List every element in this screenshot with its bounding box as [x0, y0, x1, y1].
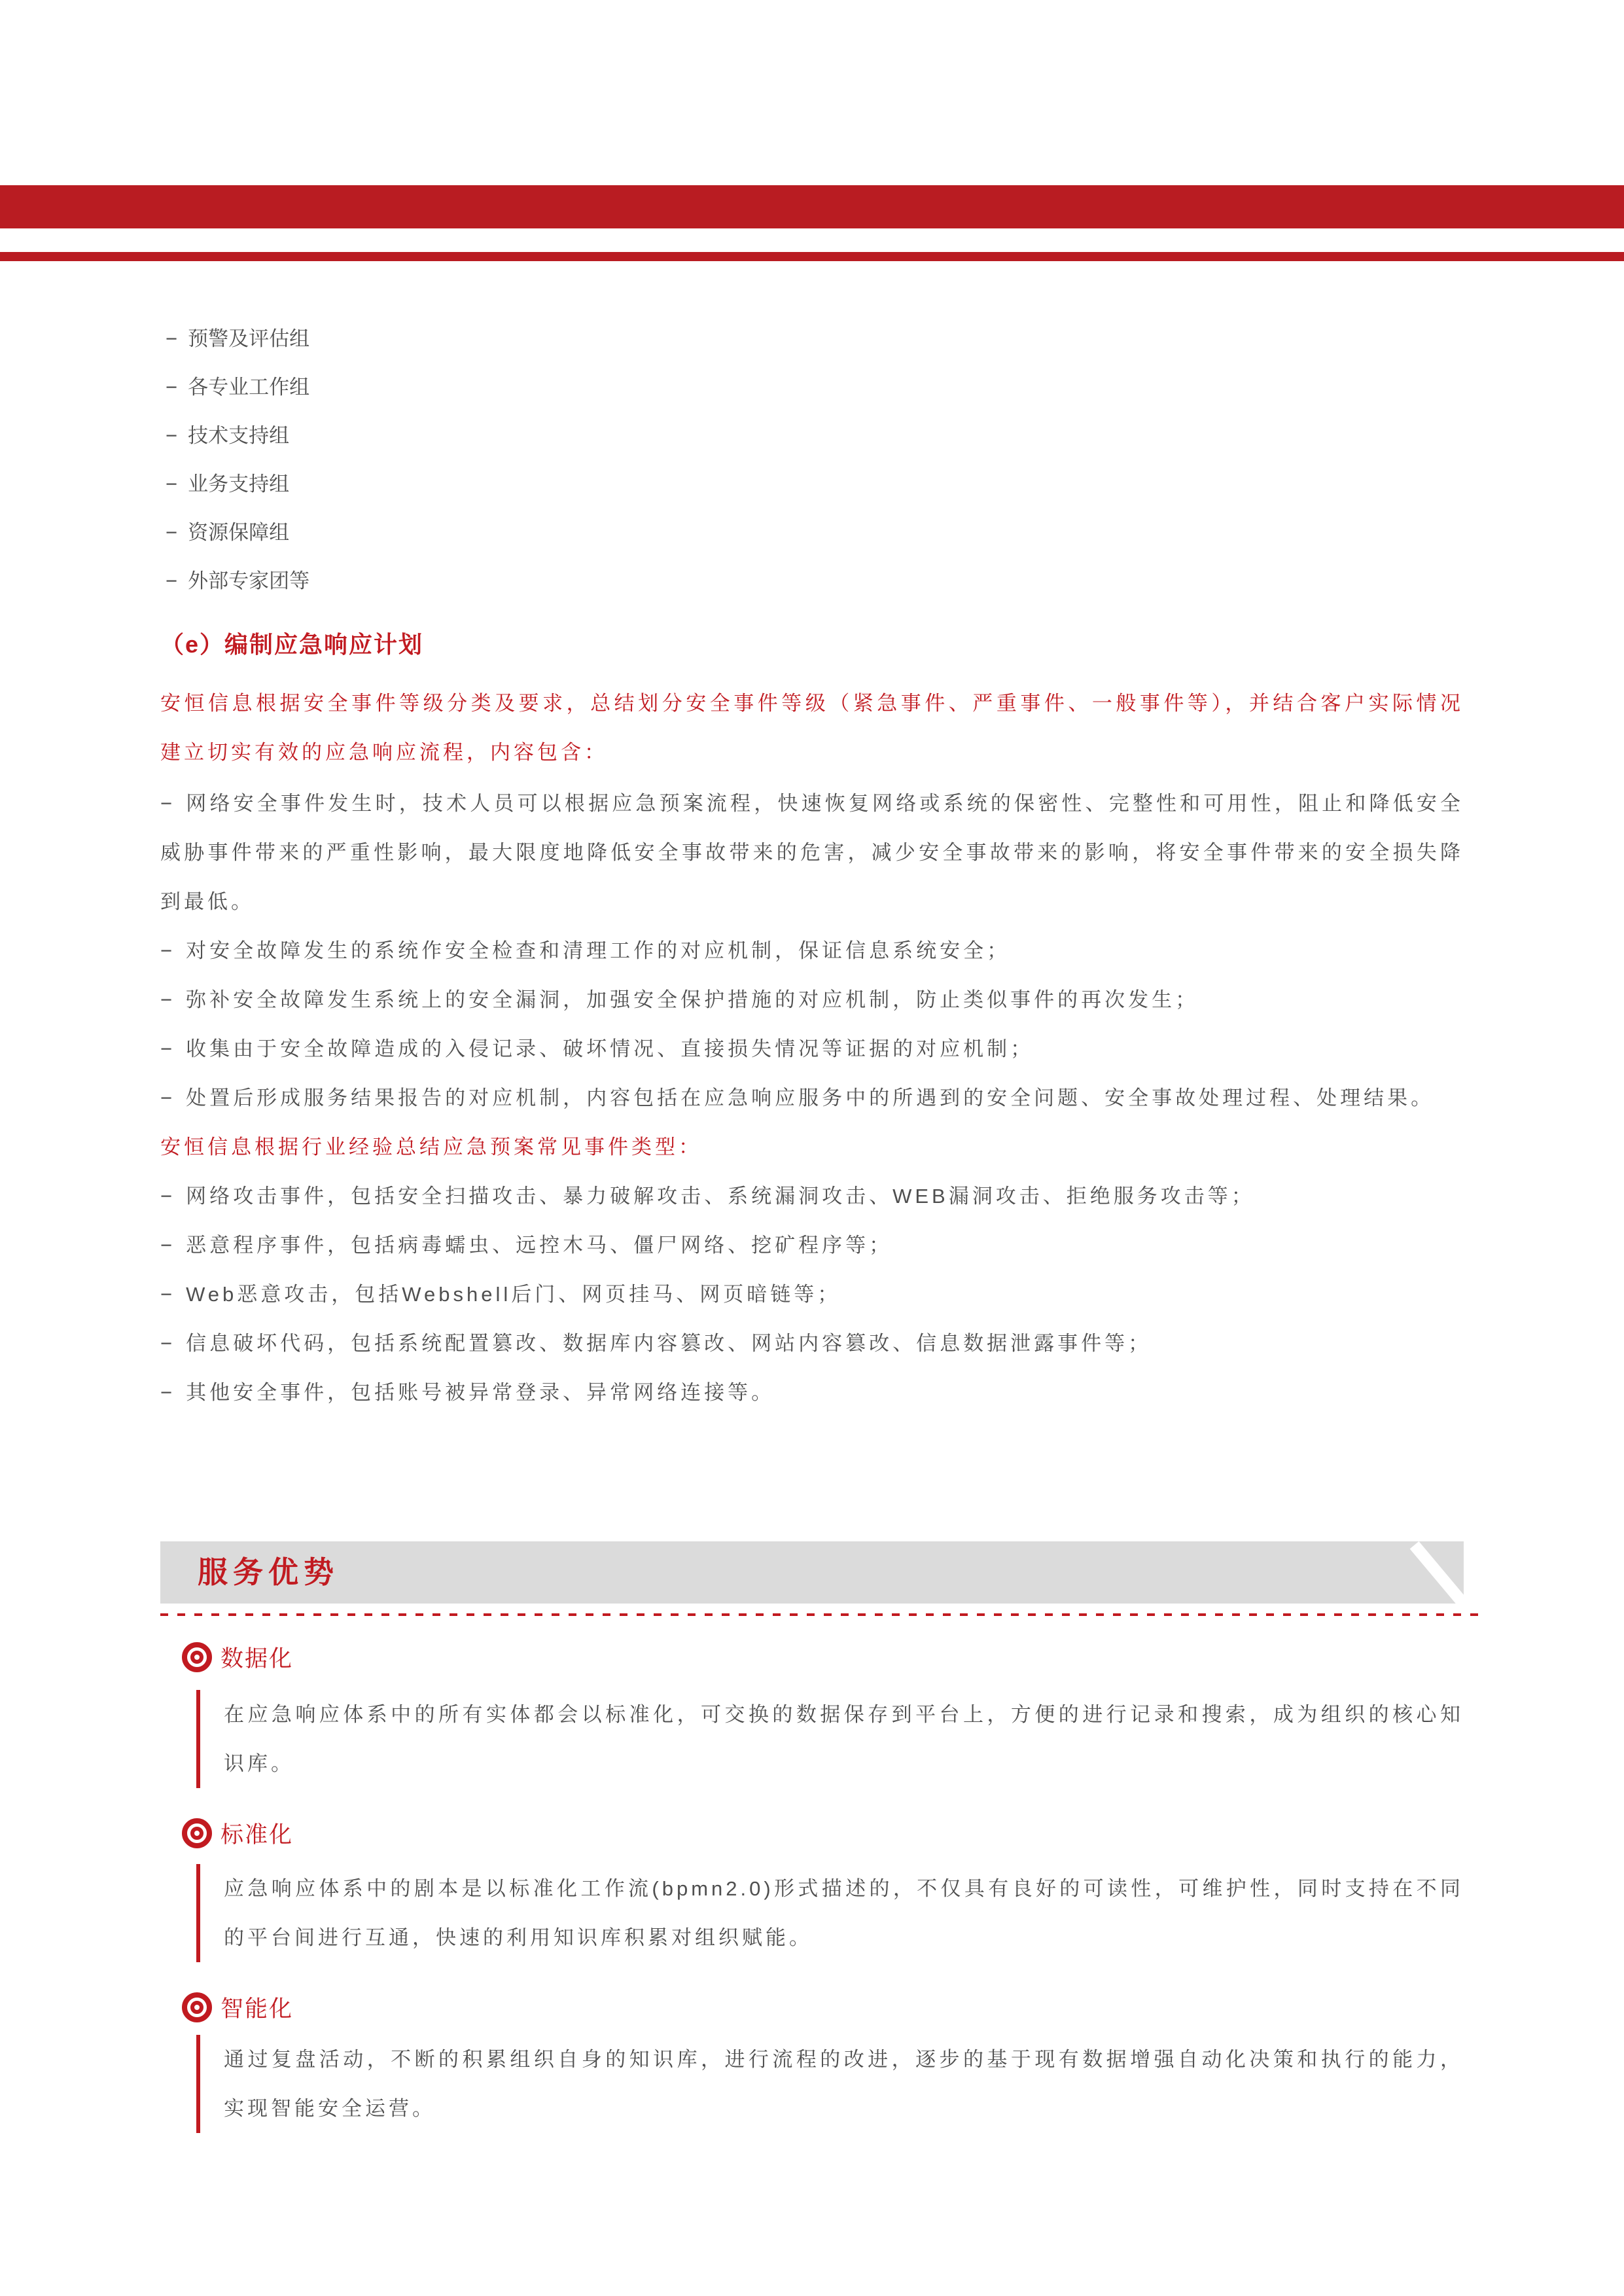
mechanism-item	[160, 1073, 1464, 1122]
advantage-section-heading	[182, 1632, 1464, 1681]
service-advantages-title: 服务优势	[198, 1555, 339, 1589]
advantage-title: 智能化	[221, 1996, 294, 2022]
event-type-item-text: 信息破坏代码，包括系统配置篡改、数据库内容篡改、网站内容篡改、信息数据泄露事件等；	[186, 1332, 1152, 1355]
dash-bullet: −	[166, 473, 178, 495]
dash-bullet: −	[166, 376, 178, 399]
dash-bullet: −	[160, 939, 176, 962]
advantage-body: 在应急响应体系中的所有实体都会以标准化，可交换的数据保存到平台上，方便的进行记录和搜索，成为组织的核心知识库。	[196, 1690, 1464, 1788]
mechanism-item-text: 对安全故障发生的系统作安全检查和清理工作的对应机制，保证信息系统安全；	[186, 939, 1011, 962]
mechanism-item	[160, 926, 1464, 975]
advantage-body: 应急响应体系中的剧本是以标准化工作流(bpmn2.0)形式描述的，不仅具有良好的可读性，可维护性，同时支持在不同的平台间进行互通，快速的利用知识库积累对组织赋能。	[196, 1864, 1464, 1962]
advantage-title: 数据化	[221, 1645, 294, 1672]
dash-bullet: −	[160, 1037, 176, 1060]
team-list-item-label: 业务支持组	[188, 473, 290, 495]
dash-bullet: −	[160, 792, 176, 815]
dash-bullet: −	[166, 327, 178, 350]
event-type-item	[160, 1172, 1464, 1221]
event-type-item-text: 恶意程序事件，包括病毒蠕虫、远控木马、僵尸网络、挖矿程序等；	[186, 1234, 893, 1257]
advantage-body: 通过复盘活动，不断的积累组织自身的知识库，进行流程的改进，逐步的基于现有数据增强自动化决策和执行的能力，实现智能安全运营。	[196, 2035, 1464, 2133]
dash-bullet: −	[160, 1332, 176, 1355]
team-list-item-label: 各专业工作组	[188, 376, 310, 399]
plan-intro-paragraph: 安恒信息根据安全事件等级分类及要求，总结划分安全事件等级（紧急事件、严重事件、一般事件等），并结合客户实际情况建立切实有效的应急响应流程，内容包含：	[160, 692, 1464, 764]
event-type-item-text: Web恶意攻击，包括Webshell后门、网页挂马、网页暗链等；	[186, 1283, 841, 1306]
bullseye-icon	[182, 1992, 212, 2022]
dash-bullet: −	[166, 521, 178, 544]
dash-bullet: −	[166, 569, 178, 592]
red-dashed-divider	[160, 1613, 1479, 1616]
dash-bullet: −	[160, 1185, 176, 1208]
event-type-item	[160, 1221, 1464, 1270]
advantage-section-heading	[182, 1982, 1464, 2032]
page-content	[160, 0, 1464, 2153]
team-list-item	[166, 412, 1464, 460]
mechanism-item-text: 收集由于安全故障造成的入侵记录、破坏情况、直接损失情况等证据的对应机制；	[186, 1037, 1034, 1060]
dash-bullet: −	[160, 988, 176, 1011]
team-list-item	[166, 363, 1464, 412]
team-list-item-label: 外部专家团等	[188, 569, 310, 592]
bullseye-icon-inner	[190, 2001, 203, 2014]
bullseye-icon	[182, 1642, 212, 1672]
event-type-item-text: 其他安全事件，包括账号被异常登录、异常网络连接等。	[186, 1381, 775, 1404]
advantage-section-heading	[182, 1808, 1464, 1857]
bullseye-icon-inner	[190, 1827, 203, 1840]
bullseye-icon-inner	[190, 1651, 203, 1664]
team-list-item-label: 技术支持组	[188, 424, 290, 447]
advantage-title: 标准化	[221, 1821, 294, 1848]
event-types-intro: 安恒信息根据行业经验总结应急预案常见事件类型：	[160, 1136, 702, 1158]
dash-bullet: −	[160, 1234, 176, 1257]
mechanism-item-text: 网络安全事件发生时，技术人员可以根据应急预案流程，快速恢复网络或系统的保密性、完整性和可用性，阻止和降低安全威胁事件带来的严重性影响，最大限度地降低安全事故带来的危害，减少安全事故带来的影响，将安全事件带来的安全损失降到最低。	[160, 792, 1464, 913]
team-list-item-label: 资源保障组	[188, 521, 290, 544]
team-list-item	[166, 460, 1464, 509]
event-type-item	[160, 1270, 1464, 1319]
section-e-heading: （e）编制应急响应计划	[160, 631, 424, 658]
dash-bullet: −	[160, 1283, 176, 1306]
event-type-item-text: 网络攻击事件，包括安全扫描攻击、暴力破解攻击、系统漏洞攻击、WEB漏洞攻击、拒绝服务攻击等；	[186, 1185, 1255, 1208]
mechanism-item-text: 弥补安全故障发生系统上的安全漏洞，加强安全保护措施的对应机制，防止类似事件的再次发生；	[186, 988, 1199, 1011]
bullseye-icon	[182, 1818, 212, 1848]
mechanism-item-text: 处置后形成服务结果报告的对应机制，内容包括在应急响应服务中的所遇到的安全问题、安全事故处理过程、处理结果。	[186, 1086, 1435, 1109]
dash-bullet: −	[166, 424, 178, 447]
event-type-item	[160, 1368, 1464, 1417]
team-list-item	[166, 315, 1464, 363]
mechanism-item	[160, 1024, 1464, 1073]
mechanism-item	[160, 975, 1464, 1024]
event-type-item	[160, 1319, 1464, 1368]
team-list	[160, 315, 1464, 605]
team-list-item-label: 预警及评估组	[188, 327, 310, 350]
team-list-item	[166, 557, 1464, 605]
mechanism-item	[160, 779, 1464, 926]
service-advantages-banner	[160, 1541, 1464, 1604]
dash-bullet: −	[160, 1381, 176, 1404]
team-list-item	[166, 509, 1464, 557]
dash-bullet: −	[160, 1086, 176, 1109]
